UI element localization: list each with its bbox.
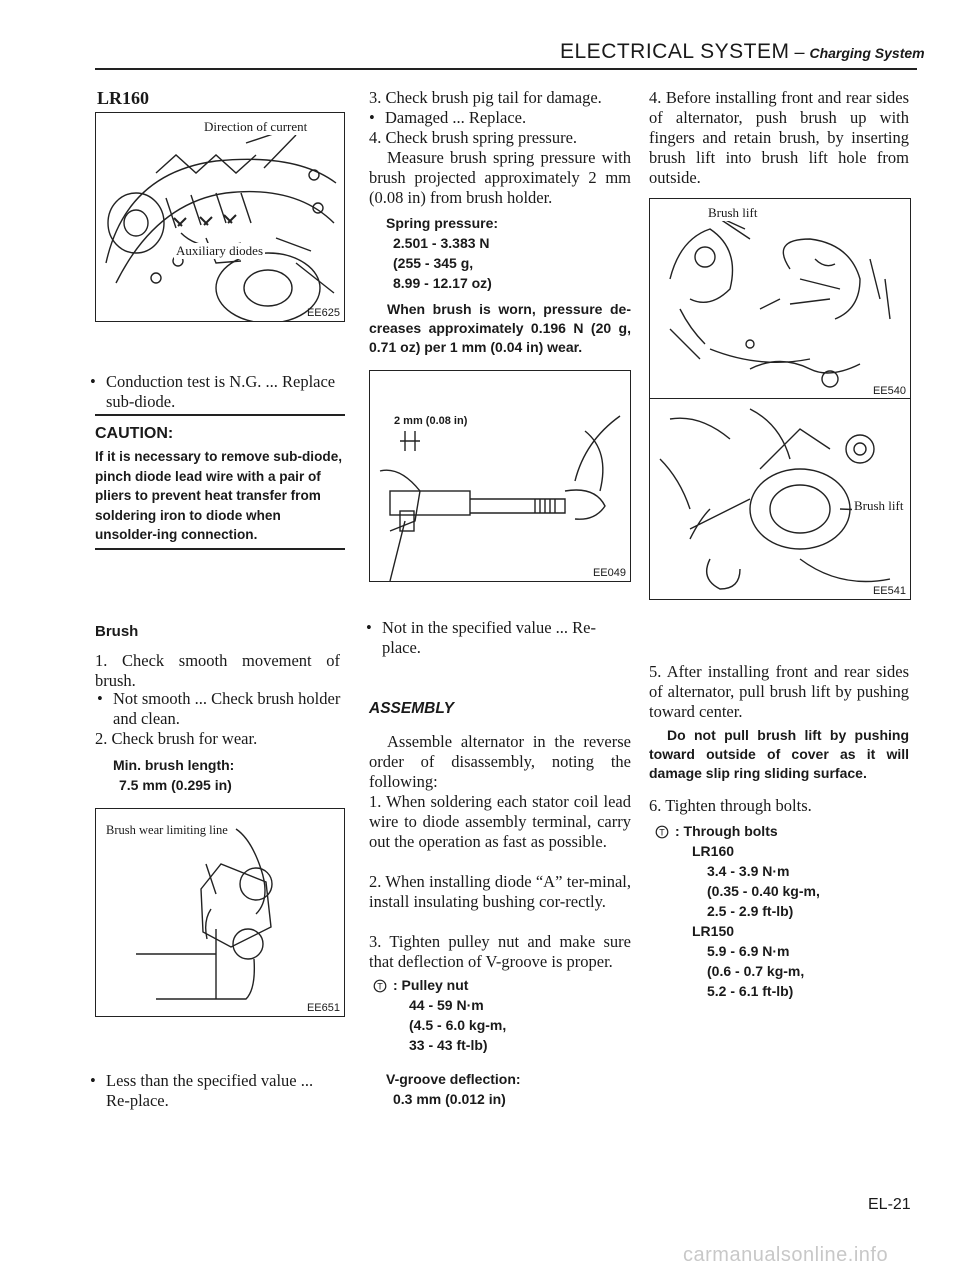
lr160-value-3: 2.5 - 2.9 ft-lb) (707, 903, 794, 919)
spring-value-3: 8.99 - 12.17 oz) (393, 275, 492, 291)
pulley-value-2: (4.5 - 6.0 kg-m, (409, 1017, 507, 1033)
measure-text: Measure brush spring pressure with brush projected approximately 2 mm (0.08 in) from brush holder. (369, 148, 631, 207)
fig-label-brush-lift-bottom: Brush lift (854, 498, 904, 513)
assembly-step2: 2. When installing diode “A” ter-minal, install insulating bushing cor-rectly. (369, 872, 631, 911)
through-bolts-label: : Through bolts (675, 823, 778, 839)
svg-text:T: T (659, 827, 665, 838)
assembly-step3: 3. Tighten pulley nut and make sure that deflection of V-groove is proper. (369, 932, 631, 971)
brush-holder-illustration (96, 809, 344, 1016)
header-rule (95, 68, 917, 70)
figure-ee540 (649, 198, 911, 400)
step4-brush-lift: 4. Before installing front and rear sides of alternator, push brush up with fingers and retain brush, by inserting brush lift into brush lift hole from outside. (649, 88, 909, 187)
assembly-intro: Assemble alternator in the reverse order of disassembly, noting the following: (369, 732, 631, 791)
caution-title: CAUTION: (95, 425, 174, 442)
min-length-label: Min. brush length: (113, 757, 235, 773)
brush-lift-insert-illustration (650, 199, 910, 399)
page-header (560, 40, 925, 64)
figure-code: EE541 (872, 585, 906, 597)
brush-bullet-not-smooth: • Not smooth ... Check brush holder and clean. (113, 689, 341, 729)
spring-gauge-illustration (370, 371, 630, 581)
figure-ee651 (95, 808, 345, 1017)
spring-value-2: (255 - 345 g, (393, 255, 474, 271)
pulley-nut-label: : Pulley nut (393, 977, 469, 993)
figure-code: EE540 (872, 385, 906, 397)
lr150-value-2: (0.6 - 0.7 kg-m, (707, 963, 805, 979)
min-length-value: 7.5 mm (0.295 in) (119, 777, 232, 793)
svg-text:T: T (377, 981, 383, 992)
page-number: EL-21 (868, 1196, 911, 1213)
lr150-label: LR150 (692, 923, 735, 939)
caution-rule-top (95, 414, 345, 416)
step5-pull-brush-lift: 5. After installing front and rear sides of alternator, pull brush lift by pushing toward center. (649, 662, 909, 721)
vgroove-value: 0.3 mm (0.012 in) (393, 1091, 506, 1107)
model-title: LR160 (97, 88, 150, 108)
less-than-bullet: • Less than the specified value ... Re-place. (106, 1071, 341, 1111)
assembly-step1: 1. When soldering each stator coil lead wire to diode assembly terminal, carry out the operation as fast as possible. (369, 792, 631, 851)
caution-rule-bottom (95, 548, 345, 550)
brush-step1: 1. Check smooth movement of brush. (95, 651, 340, 690)
step3-pigtail: 3. Check brush pig tail for damage. (369, 88, 602, 107)
fig-label-aux-diodes: Auxiliary diodes (176, 243, 264, 258)
lr150-value-3: 5.2 - 6.1 ft-lb) (707, 983, 794, 999)
damaged-bullet: • Damaged ... Replace. (385, 108, 631, 128)
figure-ee625 (95, 112, 345, 322)
assembly-title: ASSEMBLY (369, 700, 454, 717)
figure-ee541 (649, 398, 911, 600)
header-title: ELECTRICAL SYSTEM (560, 40, 790, 63)
vgroove-label: V-groove deflection: (386, 1071, 521, 1087)
caution-text: If it is necessary to remove sub-diode, pinch diode lead wire with a pair of pliers to prevent heat transfer from soldering iron to diode when unsolder-ing connection. (95, 449, 343, 543)
fig-label-direction: Direction of current (204, 119, 308, 134)
torque-icon (655, 825, 669, 839)
lr160-value-2: (0.35 - 0.40 kg-m, (707, 883, 820, 899)
watermark: carmanualsonline.info (683, 1244, 889, 1266)
pulley-value-3: 33 - 43 ft-lb) (409, 1037, 488, 1053)
header-subtitle: Charging System (809, 45, 925, 61)
brush-step2: 2. Check brush for wear. (95, 729, 258, 748)
fig-label-wear-line: Brush wear limiting line (106, 823, 228, 837)
figure-code: EE651 (306, 1002, 340, 1014)
pulley-value-1: 44 - 59 N·m (409, 997, 484, 1013)
fig-label-2mm: 2 mm (0.08 in) (394, 415, 468, 427)
worn-note: When brush is worn, pressure de-creases approximately 0.196 N (20 g, 0.71 oz) per 1 mm (0.04 in) wear. (369, 301, 631, 355)
fig-label-brush-lift-top: Brush lift (708, 205, 758, 220)
brush-title: Brush (95, 623, 139, 640)
warning-slip-ring: Do not pull brush lift by pushing toward outside of cover as it will damage slip ring sliding surface. (649, 727, 909, 781)
not-spec-bullet: • Not in the specified value ... Re-place. (382, 618, 630, 658)
header-dash: – (789, 42, 810, 62)
conduction-bullet: • Conduction test is N.G. ... Replace sub-diode. (106, 372, 341, 412)
step6-through-bolts: 6. Tighten through bolts. (649, 796, 812, 815)
figure-code: EE625 (306, 307, 340, 319)
lr160-value-1: 3.4 - 3.9 N·m (707, 863, 790, 879)
alternator-diode-illustration (96, 113, 344, 321)
spring-pressure-label: Spring pressure: (386, 215, 499, 231)
figure-ee049 (369, 370, 631, 582)
lr160-label: LR160 (692, 843, 735, 859)
torque-icon (373, 979, 387, 993)
spring-value-1: 2.501 - 3.383 N (393, 235, 490, 251)
figure-code: EE049 (592, 567, 626, 579)
lr150-value-1: 5.9 - 6.9 N·m (707, 943, 790, 959)
step4-spring: 4. Check brush spring pressure. (369, 128, 578, 147)
